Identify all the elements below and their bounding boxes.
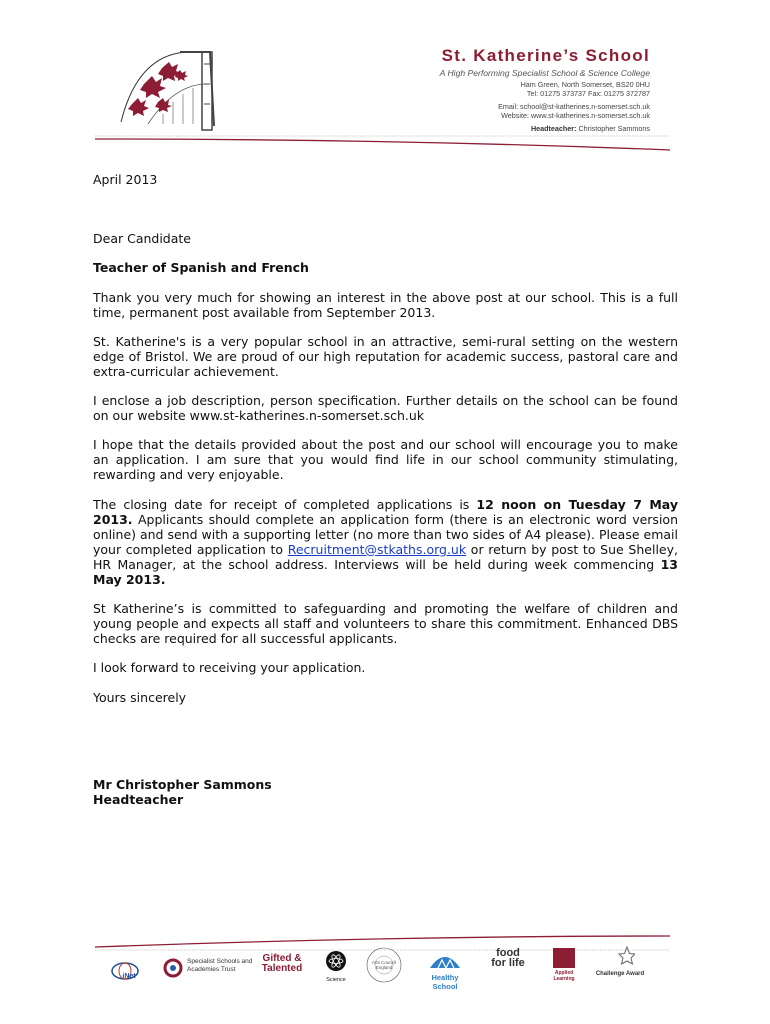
gifted-talented-logo: Gifted & Talented — [261, 953, 303, 974]
closing-date: 12 noon on Tuesday 7 May 2013. — [93, 496, 678, 527]
signatory-title: Headteacher — [93, 792, 184, 807]
paragraph-safeguarding: St Katherine’s is committed to safeguarding and promoting the welfare of children and young people and expects all staff and volunteers to share this commitment. Enhanced DBS checks are required for all successful applicants. — [93, 601, 678, 647]
star-icon — [605, 946, 635, 966]
paragraph-enclosures: I enclose a job description, person specification. Further details on the school can be found on our website www.st-katherines.n-somerset.sch.uk — [93, 393, 678, 424]
accreditation-logos: iNet Specialist Schools and Academies Trust Gifted & Talented Science Arts Council England Healthy School food for life Applied Learning Challenge Award — [108, 946, 648, 986]
science-logo: Science — [322, 950, 350, 983]
school-website: Website: www.st-katherines.n-somerset.sch.uk — [501, 111, 650, 120]
headteacher-name: Christopher Sammons — [578, 124, 650, 133]
paragraph-look-forward: I look forward to receiving your application. — [93, 660, 366, 676]
paragraph-encouragement: I hope that the details provided about the post and our school will encourage you to make an application. I am sure that you would find life in our school community stimulating, rewarding and very enjoyable. — [93, 437, 678, 483]
school-telephone: Tel: 01275 373737 Fax: 01275 372787 — [526, 89, 650, 98]
inet-logo: iNet — [108, 960, 142, 980]
return-instructions: or return by post to Sue Shelley, HR Manager, at the school address. Interviews will be held during week commencing — [93, 541, 678, 572]
healthy-school-logo: Healthy School — [418, 950, 472, 991]
applied-learning-square-icon — [553, 948, 575, 968]
letter-body — [93, 172, 678, 719]
closing-date-intro: The closing date for receipt of completed applications is — [93, 496, 477, 512]
recruitment-email-link[interactable]: Recruitment@stkaths.org.uk — [287, 541, 467, 557]
school-address: Ham Green, North Somerset, BS20 0HU — [520, 80, 650, 89]
closing-phrase: Yours sincerely — [93, 689, 187, 705]
school-name: St. Katherine’s School — [441, 46, 650, 65]
headteacher-line — [531, 124, 650, 133]
school-logo — [118, 44, 226, 134]
applied-learning-logo: Applied Learning — [548, 948, 580, 982]
school-email: Email: school@st-katherines.n-somerset.sch.uk — [498, 102, 650, 111]
ssat-icon — [163, 958, 183, 978]
school-tagline: A High Performing Specialist School & Science College — [439, 68, 650, 78]
signature-block — [93, 777, 272, 807]
salutation: Dear Candidate — [93, 231, 191, 246]
arts-council-logo: Arts Council England — [358, 946, 410, 989]
science-atom-icon — [325, 950, 347, 972]
letter-subject — [93, 260, 678, 275]
paragraph-interest: Thank you very much for showing an interest in the above post at our school. This is a full time, permanent post available from September 2013. — [93, 289, 678, 320]
signatory-name: Mr Christopher Sammons — [93, 777, 272, 792]
food-for-life-logo: food for life — [491, 947, 525, 969]
challenge-award-logo: Challenge Award — [592, 946, 648, 977]
paragraph-closing-date — [93, 497, 678, 587]
letter-date: April 2013 — [93, 172, 158, 187]
header-rule — [95, 133, 670, 153]
paragraph-school-intro: St. Katherine's is a very popular school in an attractive, semi-rural setting on the western edge of Bristol. We are proud of our high reputation for academic success, pastoral care and extra-curricular achievement. — [93, 333, 678, 379]
healthy-school-icon — [428, 950, 462, 968]
headteacher-label: Headteacher: — [530, 124, 577, 133]
interview-week: 13 May 2013. — [93, 556, 678, 587]
letter-subject-text: Teacher of Spanish and French — [93, 260, 309, 276]
application-instructions: Applicants should complete an application form (there is an electronic word version online) and send with a supporting letter (no more than two sides of A4 please). Please email your completed application to — [93, 511, 678, 557]
